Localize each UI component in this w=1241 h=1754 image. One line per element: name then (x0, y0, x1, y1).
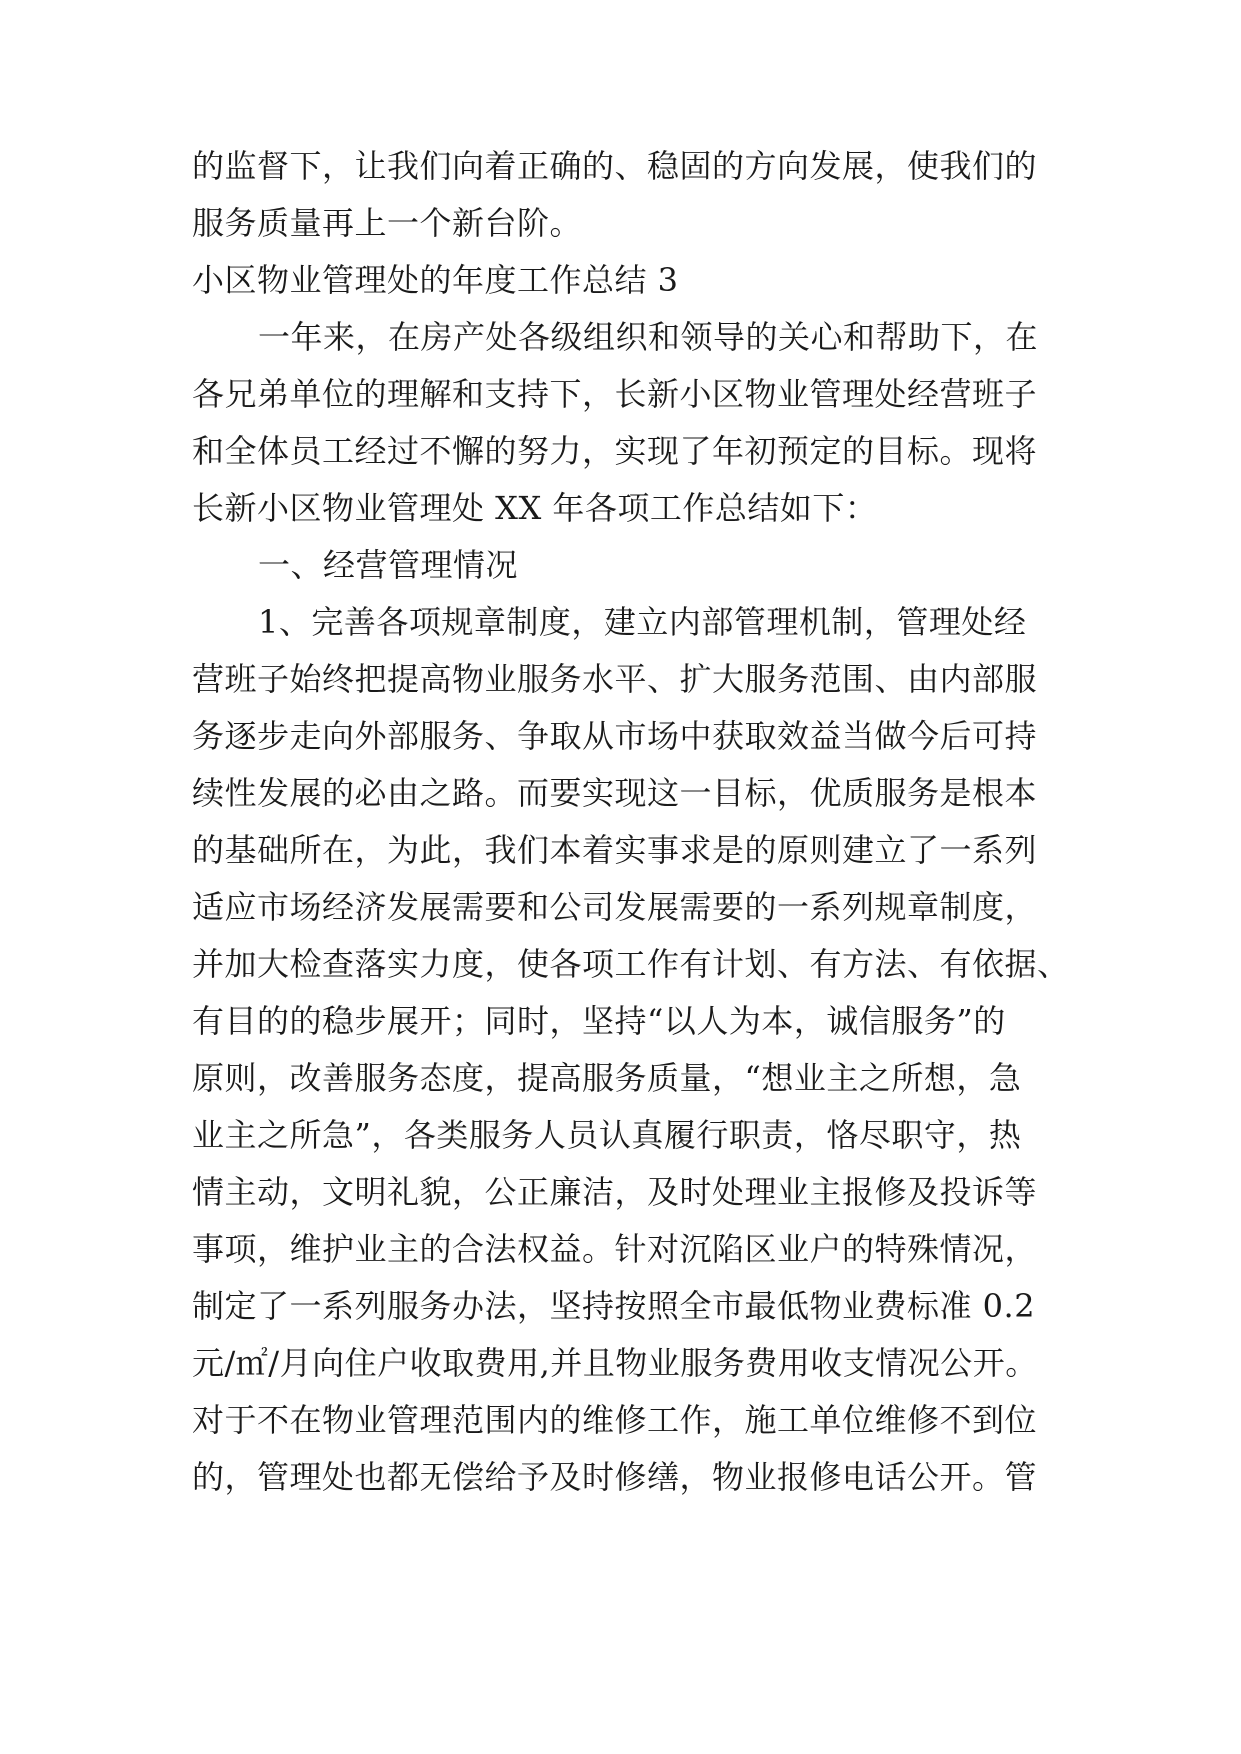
text-line: 一年来，在房产处各级组织和领导的关心和帮助下，在 (258, 318, 1039, 356)
text-line: 并加大检查落实力度，使各项工作有计划、有方法、有依据、 (192, 945, 1070, 983)
text-line: 续性发展的必由之路。而要实现这一目标，优质服务是根本 (192, 774, 1038, 812)
section-title: 小区物业管理处的年度工作总结 3 (192, 261, 679, 299)
text-line: 务逐步走向外部服务、争取从市场中获取效益当做今后可持 (192, 717, 1038, 755)
text-line: 的监督下，让我们向着正确的、稳固的方向发展，使我们的 (192, 147, 1038, 185)
text-line: 业主之所急”，各类服务人员认真履行职责，恪尽职守，热 (192, 1116, 1022, 1154)
text-line: 的基础所在，为此，我们本着实事求是的原则建立了一系列 (192, 831, 1038, 869)
text-line: 原则，改善服务态度，提高服务质量，“想业主之所想，急 (192, 1059, 1022, 1097)
text-line: 适应市场经济发展需要和公司发展需要的一系列规章制度， (192, 888, 1038, 926)
text-line: 营班子始终把提高物业服务水平、扩大服务范围、由内部服 (192, 660, 1038, 698)
text-line: 各兄弟单位的理解和支持下，长新小区物业管理处经营班子 (192, 375, 1038, 413)
text-line: 对于不在物业管理范围内的维修工作，施工单位维修不到位 (192, 1401, 1038, 1439)
text-line: 1、完善各项规章制度，建立内部管理机制，管理处经 (258, 603, 1027, 641)
text-line: 元/㎡/月向住户收取费用,并且物业服务费用收支情况公开。 (192, 1344, 1038, 1382)
text-line: 事项，维护业主的合法权益。针对沉陷区业户的特殊情况， (192, 1230, 1038, 1268)
text-line: 制定了一系列服务办法，坚持按照全市最低物业费标准 0.2 (192, 1287, 1036, 1325)
text-line: 有目的的稳步展开；同时，坚持“以人为本，诚信服务”的 (192, 1002, 1006, 1040)
text-line: 情主动，文明礼貌，公正廉洁，及时处理业主报修及投诉等 (192, 1173, 1038, 1211)
subsection-heading: 一、经营管理情况 (258, 546, 519, 584)
text-line: 的，管理处也都无偿给予及时修缮，物业报修电话公开。管 (192, 1458, 1038, 1496)
text-line: 长新小区物业管理处 XX 年各项工作总结如下： (192, 489, 878, 527)
text-line: 和全体员工经过不懈的努力，实现了年初预定的目标。现将 (192, 432, 1038, 470)
text-line: 服务质量再上一个新台阶。 (192, 204, 583, 242)
